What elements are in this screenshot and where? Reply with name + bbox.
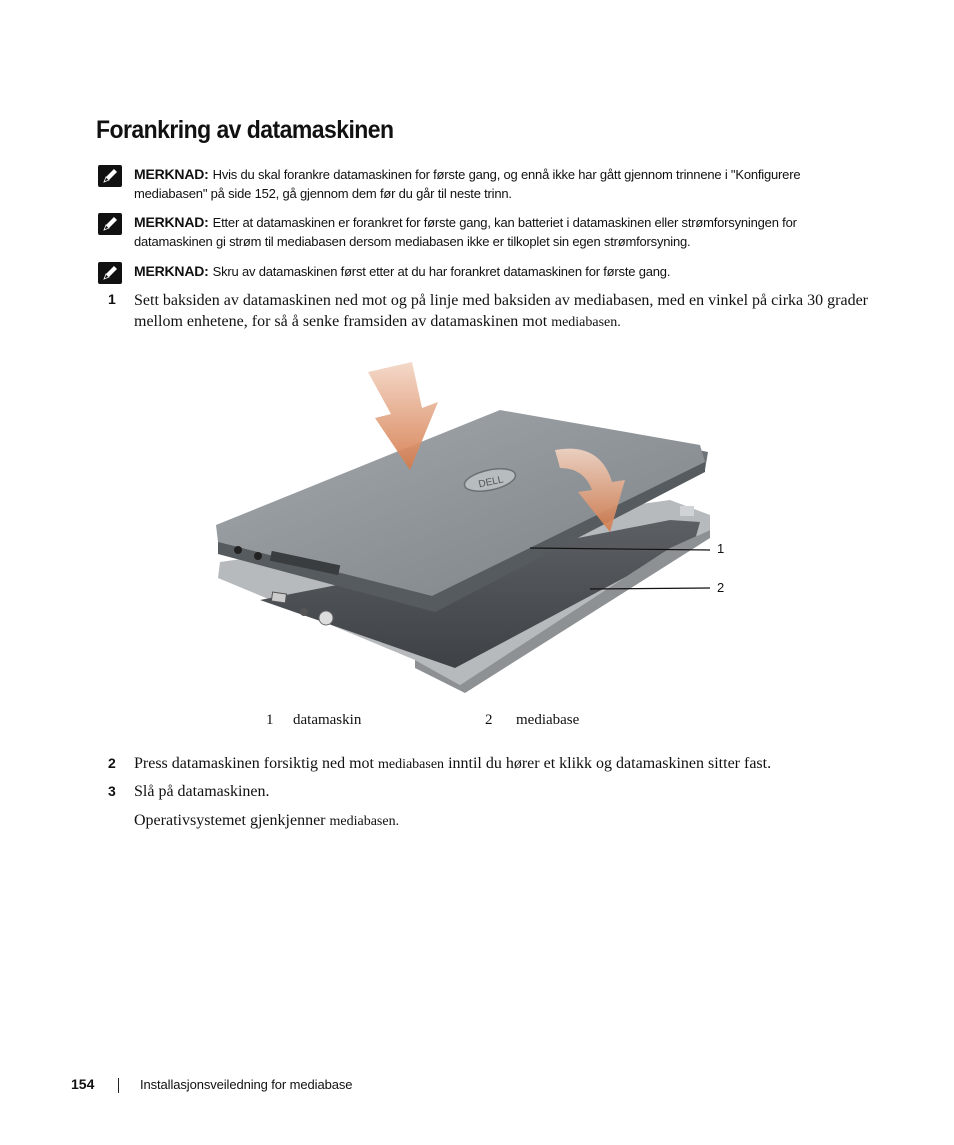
note-3	[98, 262, 868, 286]
note-1-label: MERKNAD:	[134, 166, 209, 182]
step-1-number: 1	[108, 291, 116, 307]
note-2-body: Etter at datamaskinen er forankret for første gang, kan batteriet i datamaskinen eller strømforsyningen for datamaskinen gi strøm til mediabasen dersom mediabasen ikke er tilkoplet sin egen strømforsyning.	[134, 215, 797, 249]
note-3-body: Skru av datamaskinen først etter at du har forankret datamaskinen for første gang.	[212, 264, 671, 279]
legend-2-label: mediabase	[516, 712, 580, 728]
pencil-note-icon	[98, 213, 122, 235]
note-3-text	[134, 262, 874, 281]
legend-1-number: 1	[266, 712, 274, 728]
page-title: Forankring av datamaskinen	[96, 116, 394, 144]
note-2	[98, 213, 868, 253]
step-2-tail: inntil du hører et klikk og datamaskinen sitter fast.	[448, 755, 772, 772]
step-3-followup-tail: mediabasen.	[329, 814, 400, 829]
page-number: 154	[71, 1076, 95, 1092]
dell-logo: DELL	[477, 474, 505, 491]
note-1	[98, 165, 868, 205]
step-2-text	[134, 753, 874, 775]
pencil-note-icon	[98, 262, 122, 284]
footer-divider	[118, 1078, 119, 1093]
note-1-body: Hvis du skal forankre datamaskinen for første gang, og ennå ikke har gått gjennom trinnene i "Konfigurere mediabasen" på side 152, gå gjennom dem før du går til neste trinn.	[134, 167, 801, 201]
footer-title: Installasjonsveiledning for mediabase	[140, 1077, 353, 1092]
docking-illustration	[200, 350, 760, 695]
step-1-text	[134, 290, 874, 333]
step-3-followup-body: Operativsystemet gjenkjenner	[134, 812, 326, 829]
step-2-mid: mediabasen	[377, 757, 445, 772]
step-3-number: 3	[108, 783, 116, 799]
callout-1: 1	[717, 541, 725, 556]
note-1-text	[134, 165, 874, 203]
step-2-number: 2	[108, 755, 116, 771]
note-2-label: MERKNAD:	[134, 214, 209, 230]
note-2-text	[134, 213, 874, 251]
legend-1-label: datamaskin	[293, 712, 362, 728]
step-1-body: Sett baksiden av datamaskinen ned mot og på linje med baksiden av mediabasen, med en vinkel på cirka 30 grader mellom enhetene, for så å senke framsiden av datamaskinen mot	[134, 292, 868, 330]
legend-2-number: 2	[485, 712, 493, 728]
step-3-followup	[134, 810, 874, 832]
step-2-body: Press datamaskinen forsiktig ned mot	[134, 755, 374, 772]
step-3-text: Slå på datamaskinen.	[134, 783, 270, 800]
note-3-label: MERKNAD:	[134, 263, 209, 279]
callout-2: 2	[717, 580, 725, 595]
step-1-tail: mediabasen.	[551, 315, 621, 330]
pencil-note-icon	[98, 165, 122, 187]
